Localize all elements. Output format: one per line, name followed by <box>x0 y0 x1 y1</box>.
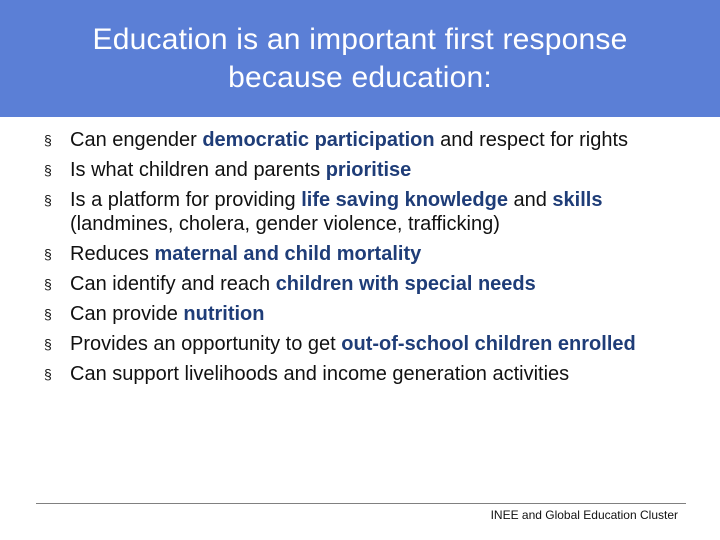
slide-title-line-2: because education: <box>228 60 492 94</box>
bullet-text: (landmines, cholera, gender violence, trafficking) <box>70 213 500 235</box>
slide-title-line-1: Education is an important first response <box>92 22 628 56</box>
bullet-highlight-text: children with special needs <box>275 273 536 295</box>
footer-divider <box>36 503 686 504</box>
bullet-marker-icon: § <box>44 132 52 148</box>
bullet-item <box>44 128 694 152</box>
bullet-text: Reduces <box>70 243 155 265</box>
bullet-highlight-text: out-of-school children enrolled <box>341 333 636 355</box>
bullet-text: Is a platform for providing <box>70 189 302 211</box>
bullet-item <box>44 158 694 182</box>
bullet-marker-icon: § <box>44 276 52 292</box>
bullet-item <box>44 362 694 386</box>
bullet-marker-icon: § <box>44 306 52 322</box>
bullet-text: Can support livelihoods and income generation activities <box>70 363 570 385</box>
bullet-item <box>44 188 694 236</box>
bullet-highlight-text: maternal and child mortality <box>154 243 422 265</box>
bullet-list <box>44 128 694 392</box>
bullet-text: Is what children and parents <box>70 159 326 181</box>
bullet-text: and respect for rights <box>434 129 629 151</box>
bullet-item <box>44 242 694 266</box>
bullet-text: Can provide <box>70 303 184 325</box>
bullet-item <box>44 302 694 326</box>
bullet-highlight-text: prioritise <box>325 159 412 181</box>
bullet-item <box>44 332 694 356</box>
bullet-text: Provides an opportunity to get <box>70 333 342 355</box>
bullet-item <box>44 272 694 296</box>
title-bar <box>0 0 720 117</box>
bullet-text: and <box>507 189 553 211</box>
bullet-highlight-text: skills <box>552 189 603 211</box>
bullet-marker-icon: § <box>44 246 52 262</box>
bullet-marker-icon: § <box>44 336 52 352</box>
bullet-text: Can engender <box>70 129 203 151</box>
bullet-text: Can identify and reach <box>70 273 276 295</box>
bullet-highlight-text: life saving knowledge <box>301 189 508 211</box>
slide-title <box>73 21 648 97</box>
bullet-marker-icon: § <box>44 162 52 178</box>
bullet-highlight-text: nutrition <box>183 303 265 325</box>
bullet-highlight-text: democratic participation <box>202 129 435 151</box>
bullet-marker-icon: § <box>44 192 52 208</box>
footer-credit: INEE and Global Education Cluster <box>490 508 678 522</box>
bullet-marker-icon: § <box>44 366 52 382</box>
